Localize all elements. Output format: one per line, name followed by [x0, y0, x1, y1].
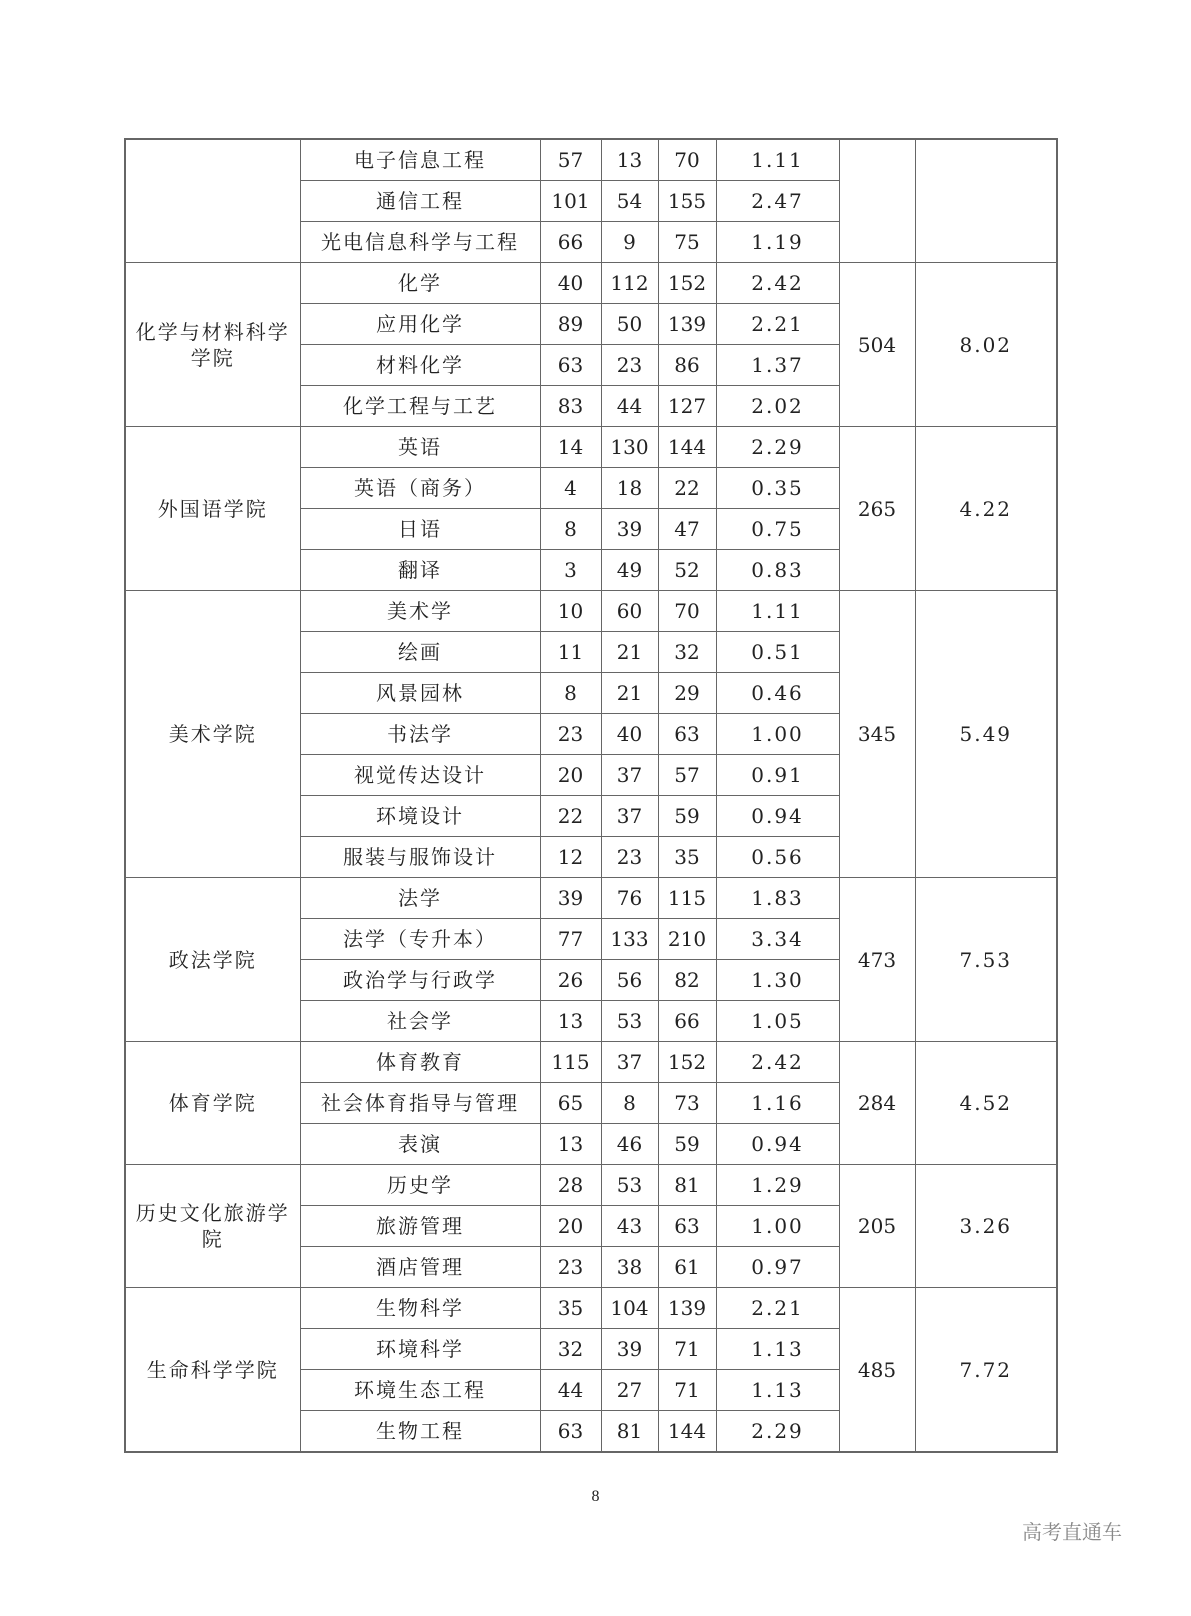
major-percent-cell: 0.46 [716, 673, 839, 714]
major-total-cell: 29 [658, 673, 716, 714]
count-a-cell: 115 [540, 1042, 601, 1083]
count-b-cell: 18 [601, 468, 658, 509]
count-a-cell: 77 [540, 919, 601, 960]
major-total-cell: 47 [658, 509, 716, 550]
count-b-cell: 38 [601, 1247, 658, 1288]
count-b-cell: 27 [601, 1370, 658, 1411]
watermark: 高考直通车 [1022, 1520, 1122, 1544]
college-cell: 美术学院 [125, 591, 300, 878]
major-total-cell: 71 [658, 1370, 716, 1411]
college-cell [125, 139, 300, 263]
major-cell: 政治学与行政学 [300, 960, 540, 1001]
major-total-cell: 152 [658, 1042, 716, 1083]
major-total-cell: 81 [658, 1165, 716, 1206]
major-cell: 历史学 [300, 1165, 540, 1206]
college-total-cell: 345 [839, 591, 915, 878]
major-cell: 翻译 [300, 550, 540, 591]
major-cell: 生物科学 [300, 1288, 540, 1329]
count-a-cell: 40 [540, 263, 601, 304]
count-a-cell: 22 [540, 796, 601, 837]
major-total-cell: 155 [658, 181, 716, 222]
major-cell: 通信工程 [300, 181, 540, 222]
count-b-cell: 53 [601, 1165, 658, 1206]
table-row [125, 878, 1057, 919]
major-cell: 风景园林 [300, 673, 540, 714]
table-row [125, 139, 1057, 181]
count-b-cell: 49 [601, 550, 658, 591]
major-percent-cell: 1.11 [716, 139, 839, 181]
major-total-cell: 70 [658, 591, 716, 632]
major-percent-cell: 0.91 [716, 755, 839, 796]
major-percent-cell: 1.16 [716, 1083, 839, 1124]
major-total-cell: 61 [658, 1247, 716, 1288]
major-cell: 酒店管理 [300, 1247, 540, 1288]
page-number: 8 [591, 1488, 600, 1505]
count-b-cell: 39 [601, 1329, 658, 1370]
major-percent-cell: 1.29 [716, 1165, 839, 1206]
count-b-cell: 133 [601, 919, 658, 960]
major-percent-cell: 1.00 [716, 1206, 839, 1247]
major-total-cell: 115 [658, 878, 716, 919]
count-a-cell: 8 [540, 509, 601, 550]
major-percent-cell: 0.94 [716, 1124, 839, 1165]
count-a-cell: 66 [540, 222, 601, 263]
major-percent-cell: 0.51 [716, 632, 839, 673]
college-cell: 生命科学学院 [125, 1288, 300, 1453]
major-cell: 表演 [300, 1124, 540, 1165]
major-total-cell: 35 [658, 837, 716, 878]
count-b-cell: 53 [601, 1001, 658, 1042]
major-percent-cell: 0.83 [716, 550, 839, 591]
major-cell: 电子信息工程 [300, 139, 540, 181]
count-a-cell: 23 [540, 1247, 601, 1288]
major-total-cell: 59 [658, 796, 716, 837]
major-total-cell: 144 [658, 427, 716, 468]
major-percent-cell: 2.29 [716, 1411, 839, 1453]
count-b-cell: 56 [601, 960, 658, 1001]
major-total-cell: 71 [658, 1329, 716, 1370]
major-percent-cell: 0.56 [716, 837, 839, 878]
major-cell: 环境科学 [300, 1329, 540, 1370]
college-cell: 化学与材料科学学院 [125, 263, 300, 427]
major-percent-cell: 2.42 [716, 263, 839, 304]
major-total-cell: 22 [658, 468, 716, 509]
major-total-cell: 63 [658, 1206, 716, 1247]
major-total-cell: 86 [658, 345, 716, 386]
major-total-cell: 70 [658, 139, 716, 181]
major-total-cell: 82 [658, 960, 716, 1001]
count-a-cell: 20 [540, 755, 601, 796]
major-cell: 法学（专升本） [300, 919, 540, 960]
major-percent-cell: 0.94 [716, 796, 839, 837]
count-a-cell: 65 [540, 1083, 601, 1124]
major-total-cell: 144 [658, 1411, 716, 1453]
major-cell: 旅游管理 [300, 1206, 540, 1247]
count-b-cell: 46 [601, 1124, 658, 1165]
major-total-cell: 66 [658, 1001, 716, 1042]
major-cell: 社会学 [300, 1001, 540, 1042]
count-b-cell: 39 [601, 509, 658, 550]
count-a-cell: 23 [540, 714, 601, 755]
major-percent-cell: 1.00 [716, 714, 839, 755]
count-a-cell: 3 [540, 550, 601, 591]
major-cell: 材料化学 [300, 345, 540, 386]
major-cell: 法学 [300, 878, 540, 919]
count-a-cell: 32 [540, 1329, 601, 1370]
table-row [125, 591, 1057, 632]
major-percent-cell: 2.42 [716, 1042, 839, 1083]
table-row [125, 1288, 1057, 1329]
college-total-cell: 504 [839, 263, 915, 427]
college-total-cell: 265 [839, 427, 915, 591]
major-percent-cell: 1.19 [716, 222, 839, 263]
college-percent-cell: 4.52 [915, 1042, 1057, 1165]
college-cell: 外国语学院 [125, 427, 300, 591]
table-row [125, 1042, 1057, 1083]
major-cell: 英语（商务） [300, 468, 540, 509]
college-percent-cell [915, 139, 1057, 263]
count-b-cell: 21 [601, 673, 658, 714]
count-b-cell: 43 [601, 1206, 658, 1247]
table-row [125, 1165, 1057, 1206]
major-percent-cell: 2.29 [716, 427, 839, 468]
major-percent-cell: 3.34 [716, 919, 839, 960]
major-percent-cell: 2.02 [716, 386, 839, 427]
major-percent-cell: 1.13 [716, 1329, 839, 1370]
major-percent-cell: 0.97 [716, 1247, 839, 1288]
major-percent-cell: 2.21 [716, 304, 839, 345]
major-total-cell: 57 [658, 755, 716, 796]
major-percent-cell: 1.13 [716, 1370, 839, 1411]
major-total-cell: 59 [658, 1124, 716, 1165]
count-b-cell: 9 [601, 222, 658, 263]
table-row [125, 427, 1057, 468]
count-a-cell: 89 [540, 304, 601, 345]
count-b-cell: 37 [601, 796, 658, 837]
count-a-cell: 4 [540, 468, 601, 509]
major-cell: 服装与服饰设计 [300, 837, 540, 878]
count-a-cell: 44 [540, 1370, 601, 1411]
count-a-cell: 35 [540, 1288, 601, 1329]
count-a-cell: 63 [540, 1411, 601, 1453]
major-cell: 生物工程 [300, 1411, 540, 1453]
count-a-cell: 10 [540, 591, 601, 632]
major-cell: 绘画 [300, 632, 540, 673]
count-b-cell: 13 [601, 139, 658, 181]
count-b-cell: 21 [601, 632, 658, 673]
college-total-cell: 473 [839, 878, 915, 1042]
major-cell: 应用化学 [300, 304, 540, 345]
major-percent-cell: 1.05 [716, 1001, 839, 1042]
count-b-cell: 37 [601, 755, 658, 796]
college-percent-cell: 4.22 [915, 427, 1057, 591]
count-b-cell: 130 [601, 427, 658, 468]
major-total-cell: 52 [658, 550, 716, 591]
major-cell: 化学 [300, 263, 540, 304]
count-b-cell: 54 [601, 181, 658, 222]
major-percent-cell: 1.83 [716, 878, 839, 919]
major-total-cell: 210 [658, 919, 716, 960]
count-a-cell: 57 [540, 139, 601, 181]
enrollment-table [124, 138, 1058, 1453]
major-total-cell: 73 [658, 1083, 716, 1124]
major-cell: 环境设计 [300, 796, 540, 837]
count-b-cell: 23 [601, 345, 658, 386]
major-cell: 美术学 [300, 591, 540, 632]
count-a-cell: 14 [540, 427, 601, 468]
count-a-cell: 20 [540, 1206, 601, 1247]
college-percent-cell: 8.02 [915, 263, 1057, 427]
count-a-cell: 8 [540, 673, 601, 714]
count-b-cell: 112 [601, 263, 658, 304]
college-total-cell: 485 [839, 1288, 915, 1453]
count-b-cell: 76 [601, 878, 658, 919]
major-cell: 日语 [300, 509, 540, 550]
count-a-cell: 39 [540, 878, 601, 919]
major-cell: 环境生态工程 [300, 1370, 540, 1411]
college-cell: 政法学院 [125, 878, 300, 1042]
count-b-cell: 23 [601, 837, 658, 878]
major-cell: 光电信息科学与工程 [300, 222, 540, 263]
major-percent-cell: 1.11 [716, 591, 839, 632]
count-a-cell: 13 [540, 1001, 601, 1042]
major-cell: 书法学 [300, 714, 540, 755]
major-percent-cell: 0.75 [716, 509, 839, 550]
college-total-cell: 205 [839, 1165, 915, 1288]
major-total-cell: 127 [658, 386, 716, 427]
college-percent-cell: 5.49 [915, 591, 1057, 878]
major-cell: 社会体育指导与管理 [300, 1083, 540, 1124]
college-total-cell [839, 139, 915, 263]
college-percent-cell: 7.53 [915, 878, 1057, 1042]
count-a-cell: 13 [540, 1124, 601, 1165]
major-percent-cell: 1.30 [716, 960, 839, 1001]
college-percent-cell: 3.26 [915, 1165, 1057, 1288]
major-total-cell: 139 [658, 304, 716, 345]
count-b-cell: 50 [601, 304, 658, 345]
count-b-cell: 44 [601, 386, 658, 427]
major-percent-cell: 2.47 [716, 181, 839, 222]
count-a-cell: 63 [540, 345, 601, 386]
college-total-cell: 284 [839, 1042, 915, 1165]
table-row [125, 263, 1057, 304]
count-a-cell: 12 [540, 837, 601, 878]
major-cell: 视觉传达设计 [300, 755, 540, 796]
count-a-cell: 11 [540, 632, 601, 673]
major-cell: 体育教育 [300, 1042, 540, 1083]
college-cell: 历史文化旅游学院 [125, 1165, 300, 1288]
major-percent-cell: 2.21 [716, 1288, 839, 1329]
count-b-cell: 60 [601, 591, 658, 632]
count-a-cell: 28 [540, 1165, 601, 1206]
major-percent-cell: 0.35 [716, 468, 839, 509]
major-total-cell: 32 [658, 632, 716, 673]
college-cell: 体育学院 [125, 1042, 300, 1165]
college-percent-cell: 7.72 [915, 1288, 1057, 1453]
count-a-cell: 26 [540, 960, 601, 1001]
major-percent-cell: 1.37 [716, 345, 839, 386]
count-b-cell: 40 [601, 714, 658, 755]
count-b-cell: 37 [601, 1042, 658, 1083]
count-b-cell: 81 [601, 1411, 658, 1453]
major-total-cell: 63 [658, 714, 716, 755]
major-cell: 化学工程与工艺 [300, 386, 540, 427]
major-total-cell: 152 [658, 263, 716, 304]
count-a-cell: 83 [540, 386, 601, 427]
major-total-cell: 75 [658, 222, 716, 263]
count-a-cell: 101 [540, 181, 601, 222]
major-total-cell: 139 [658, 1288, 716, 1329]
count-b-cell: 104 [601, 1288, 658, 1329]
count-b-cell: 8 [601, 1083, 658, 1124]
major-cell: 英语 [300, 427, 540, 468]
